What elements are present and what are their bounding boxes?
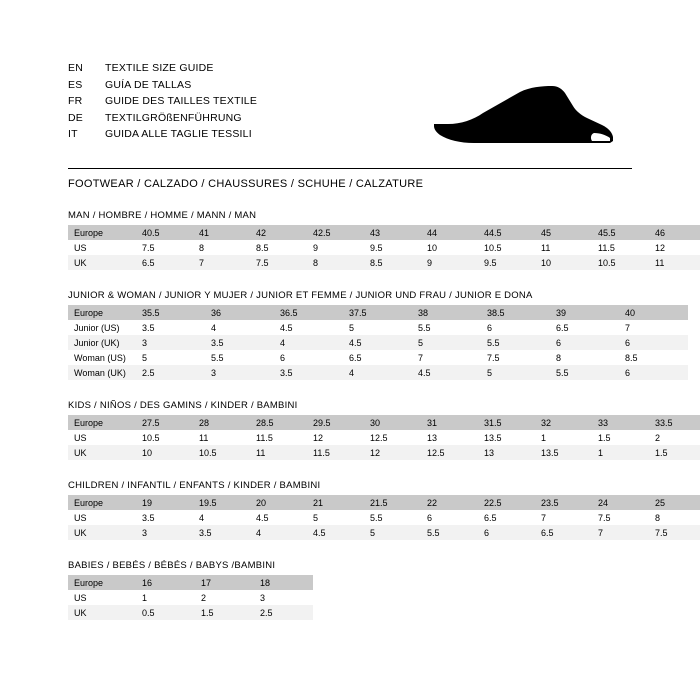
size-cell: 6 (478, 525, 535, 540)
row-label: US (68, 430, 136, 445)
column-header-cell: 46 (649, 225, 700, 240)
language-title: TEXTILE SIZE GUIDE (105, 62, 214, 74)
size-cell: 1 (136, 590, 195, 605)
table-header-row (68, 415, 700, 430)
size-cell: 6 (274, 350, 343, 365)
column-header-cell: 36.5 (274, 305, 343, 320)
row-label: Europe (68, 305, 136, 320)
size-cell: 3.5 (136, 510, 193, 525)
size-cell: 10 (136, 445, 193, 460)
size-cell: 5 (343, 320, 412, 335)
size-cell: 3 (205, 365, 274, 380)
size-cell: 9 (421, 255, 478, 270)
section-title: KIDS / NIÑOS / DES GAMINS / KINDER / BAMBINI (68, 400, 298, 411)
size-cell: 7.5 (136, 240, 193, 255)
language-code: EN (68, 62, 83, 74)
column-header-cell: 39 (550, 305, 619, 320)
column-header-cell: 16 (136, 575, 195, 590)
size-cell: 10.5 (193, 445, 250, 460)
size-cell: 7.5 (649, 525, 700, 540)
size-cell: 11 (535, 240, 592, 255)
column-header-cell: 19.5 (193, 495, 250, 510)
column-header-cell: 21 (307, 495, 364, 510)
table-header-row (68, 575, 313, 590)
size-section (68, 480, 668, 540)
table-header-row (68, 495, 700, 510)
size-cell: 10 (421, 240, 478, 255)
table-row (68, 255, 700, 270)
column-header-cell: 44 (421, 225, 478, 240)
table-row (68, 445, 700, 460)
size-section (68, 560, 632, 620)
size-cell: 13.5 (478, 430, 535, 445)
size-cell: 8 (550, 350, 619, 365)
dress-shoe-icon (434, 84, 614, 146)
size-sections (68, 210, 673, 620)
section-title: JUNIOR & WOMAN / JUNIOR Y MUJER / JUNIOR ET FEMME / JUNIOR UND FRAU / JUNIOR E DONA (68, 290, 533, 301)
size-cell: 7 (619, 320, 688, 335)
size-cell: 4 (274, 335, 343, 350)
size-cell: 11.5 (592, 240, 649, 255)
column-header-cell: 44.5 (478, 225, 535, 240)
column-header-cell: 30 (364, 415, 421, 430)
size-cell: 1 (535, 430, 592, 445)
size-cell: 5 (364, 525, 421, 540)
row-label: UK (68, 255, 136, 270)
row-label: Junior (US) (68, 320, 136, 335)
size-cell: 10 (535, 255, 592, 270)
size-cell: 8.5 (619, 350, 688, 365)
row-label: US (68, 510, 136, 525)
size-cell: 6.5 (535, 525, 592, 540)
size-cell: 12.5 (364, 430, 421, 445)
column-header-cell: 25 (649, 495, 700, 510)
size-cell: 4.5 (274, 320, 343, 335)
size-cell: 4 (343, 365, 412, 380)
size-cell: 6.5 (550, 320, 619, 335)
size-cell: 12.5 (421, 445, 478, 460)
size-cell: 12 (649, 240, 700, 255)
size-cell: 3.5 (274, 365, 343, 380)
language-code: IT (68, 128, 78, 140)
column-header-cell: 32 (535, 415, 592, 430)
size-cell: 11.5 (250, 430, 307, 445)
column-header-cell: 42 (250, 225, 307, 240)
row-label: US (68, 590, 136, 605)
size-cell: 5.5 (550, 365, 619, 380)
language-title: TEXTILGRÖßENFÜHRUNG (105, 111, 242, 124)
size-cell: 7.5 (592, 510, 649, 525)
size-cell: 6.5 (478, 510, 535, 525)
language-code: ES (68, 78, 83, 91)
language-title: GUIDE DES TAILLES TEXTILE (105, 95, 258, 107)
table-row (68, 335, 688, 350)
table-row (68, 605, 313, 620)
size-cell: 1.5 (592, 430, 649, 445)
row-label: Europe (68, 495, 136, 510)
size-table (68, 225, 700, 270)
size-cell: 4 (205, 320, 274, 335)
language-code: FR (68, 95, 83, 107)
size-cell: 1 (592, 445, 649, 460)
section-title: MAN / HOMBRE / HOMME / MANN / MAN (68, 210, 257, 221)
size-cell: 6.5 (136, 255, 193, 270)
size-table (68, 575, 313, 620)
size-cell: 6.5 (343, 350, 412, 365)
size-cell: 4.5 (250, 510, 307, 525)
row-label: Europe (68, 575, 136, 590)
size-cell: 9 (307, 240, 364, 255)
size-cell: 10.5 (478, 240, 535, 255)
size-cell: 4 (193, 510, 250, 525)
column-header-cell: 42.5 (307, 225, 364, 240)
size-cell: 0.5 (136, 605, 195, 620)
size-cell: 2.5 (254, 605, 313, 620)
column-header-cell: 21.5 (364, 495, 421, 510)
row-label: Europe (68, 225, 136, 240)
column-header-cell: 22.5 (478, 495, 535, 510)
size-cell: 10.5 (592, 255, 649, 270)
size-cell: 6 (619, 365, 688, 380)
table-row (68, 510, 700, 525)
table-row (68, 365, 688, 380)
size-cell: 4.5 (343, 335, 412, 350)
column-header-cell: 31 (421, 415, 478, 430)
column-header-cell: 40 (619, 305, 688, 320)
size-cell: 5 (136, 350, 205, 365)
size-cell: 3.5 (136, 320, 205, 335)
column-header-cell: 36 (205, 305, 274, 320)
language-title: GUIDA ALLE TAGLIE TESSILI (105, 128, 252, 140)
size-table (68, 415, 700, 460)
size-cell: 5 (307, 510, 364, 525)
size-table (68, 495, 700, 540)
column-header-cell: 35.5 (136, 305, 205, 320)
row-label: US (68, 240, 136, 255)
column-header-cell: 29.5 (307, 415, 364, 430)
table-row (68, 590, 313, 605)
size-cell: 13 (421, 430, 478, 445)
size-cell: 8.5 (250, 240, 307, 255)
column-header-cell: 31.5 (478, 415, 535, 430)
size-cell: 1.5 (649, 445, 700, 460)
size-cell: 8 (193, 240, 250, 255)
size-cell: 8.5 (364, 255, 421, 270)
section-title: BABIES / BEBÉS / BÉBÉS / BABYS /BAMBINI (68, 560, 276, 571)
column-header-cell: 24 (592, 495, 649, 510)
column-header-cell: 27.5 (136, 415, 193, 430)
size-table (68, 305, 688, 380)
column-header-cell: 45.5 (592, 225, 649, 240)
column-header-cell: 33 (592, 415, 649, 430)
size-cell: 3 (136, 525, 193, 540)
column-header-cell: 17 (195, 575, 254, 590)
size-cell: 6 (481, 320, 550, 335)
column-header-cell: 20 (250, 495, 307, 510)
column-header-cell: 37.5 (343, 305, 412, 320)
column-header-cell: 38 (412, 305, 481, 320)
size-cell: 7 (193, 255, 250, 270)
column-header-cell: 18 (254, 575, 313, 590)
size-cell: 8 (307, 255, 364, 270)
size-cell: 3.5 (205, 335, 274, 350)
size-cell: 7 (592, 525, 649, 540)
size-cell: 7.5 (481, 350, 550, 365)
size-cell: 11 (649, 255, 700, 270)
size-cell: 13 (478, 445, 535, 460)
table-header-row (68, 305, 688, 320)
column-header-cell: 45 (535, 225, 592, 240)
table-row (68, 430, 700, 445)
size-cell: 4 (250, 525, 307, 540)
size-cell: 5.5 (364, 510, 421, 525)
column-header-cell: 28.5 (250, 415, 307, 430)
size-cell: 7 (535, 510, 592, 525)
size-cell: 5 (481, 365, 550, 380)
size-cell: 3.5 (193, 525, 250, 540)
row-label: UK (68, 605, 136, 620)
column-header-cell: 22 (421, 495, 478, 510)
row-label: Woman (US) (68, 350, 136, 365)
size-cell: 5.5 (412, 320, 481, 335)
row-label: UK (68, 525, 136, 540)
column-header-cell: 43 (364, 225, 421, 240)
table-row (68, 320, 688, 335)
size-cell: 4.5 (412, 365, 481, 380)
header (68, 60, 632, 156)
size-cell: 12 (364, 445, 421, 460)
size-section (68, 210, 666, 270)
size-cell: 11.5 (307, 445, 364, 460)
size-cell: 8 (649, 510, 700, 525)
column-header-cell: 23.5 (535, 495, 592, 510)
row-label: Europe (68, 415, 136, 430)
size-cell: 6 (619, 335, 688, 350)
language-row (68, 60, 632, 77)
column-header-cell: 40.5 (136, 225, 193, 240)
row-label: Woman (UK) (68, 365, 136, 380)
table-header-row (68, 225, 700, 240)
column-header-cell: 33.5 (649, 415, 700, 430)
language-title: GUÍA DE TALLAS (105, 78, 192, 91)
size-cell: 2 (649, 430, 700, 445)
size-cell: 9.5 (364, 240, 421, 255)
column-header-cell: 28 (193, 415, 250, 430)
footwear-category-banner: FOOTWEAR / CALZADO / CHAUSSURES / SCHUHE / CALZATURE (68, 168, 632, 190)
row-label: Junior (UK) (68, 335, 136, 350)
size-cell: 1.5 (195, 605, 254, 620)
section-title: CHILDREN / INFANTIL / ENFANTS / KINDER / BAMBINI (68, 480, 321, 491)
size-cell: 3 (254, 590, 313, 605)
size-section (68, 400, 673, 460)
size-cell: 11 (193, 430, 250, 445)
table-row (68, 350, 688, 365)
size-cell: 10.5 (136, 430, 193, 445)
table-row (68, 525, 700, 540)
row-label: UK (68, 445, 136, 460)
size-cell: 4.5 (307, 525, 364, 540)
size-cell: 5.5 (205, 350, 274, 365)
column-header-cell: 38.5 (481, 305, 550, 320)
table-row (68, 240, 700, 255)
size-cell: 2.5 (136, 365, 205, 380)
column-header-cell: 19 (136, 495, 193, 510)
size-cell: 11 (250, 445, 307, 460)
size-cell: 3 (136, 335, 205, 350)
size-cell: 7.5 (250, 255, 307, 270)
size-cell: 7 (412, 350, 481, 365)
size-cell: 5.5 (421, 525, 478, 540)
size-cell: 2 (195, 590, 254, 605)
column-header-cell: 41 (193, 225, 250, 240)
size-cell: 5 (412, 335, 481, 350)
size-cell: 6 (421, 510, 478, 525)
size-cell: 6 (550, 335, 619, 350)
size-cell: 12 (307, 430, 364, 445)
size-cell: 13.5 (535, 445, 592, 460)
size-cell: 5.5 (481, 335, 550, 350)
size-cell: 9.5 (478, 255, 535, 270)
language-code: DE (68, 111, 83, 124)
size-section (68, 290, 638, 380)
